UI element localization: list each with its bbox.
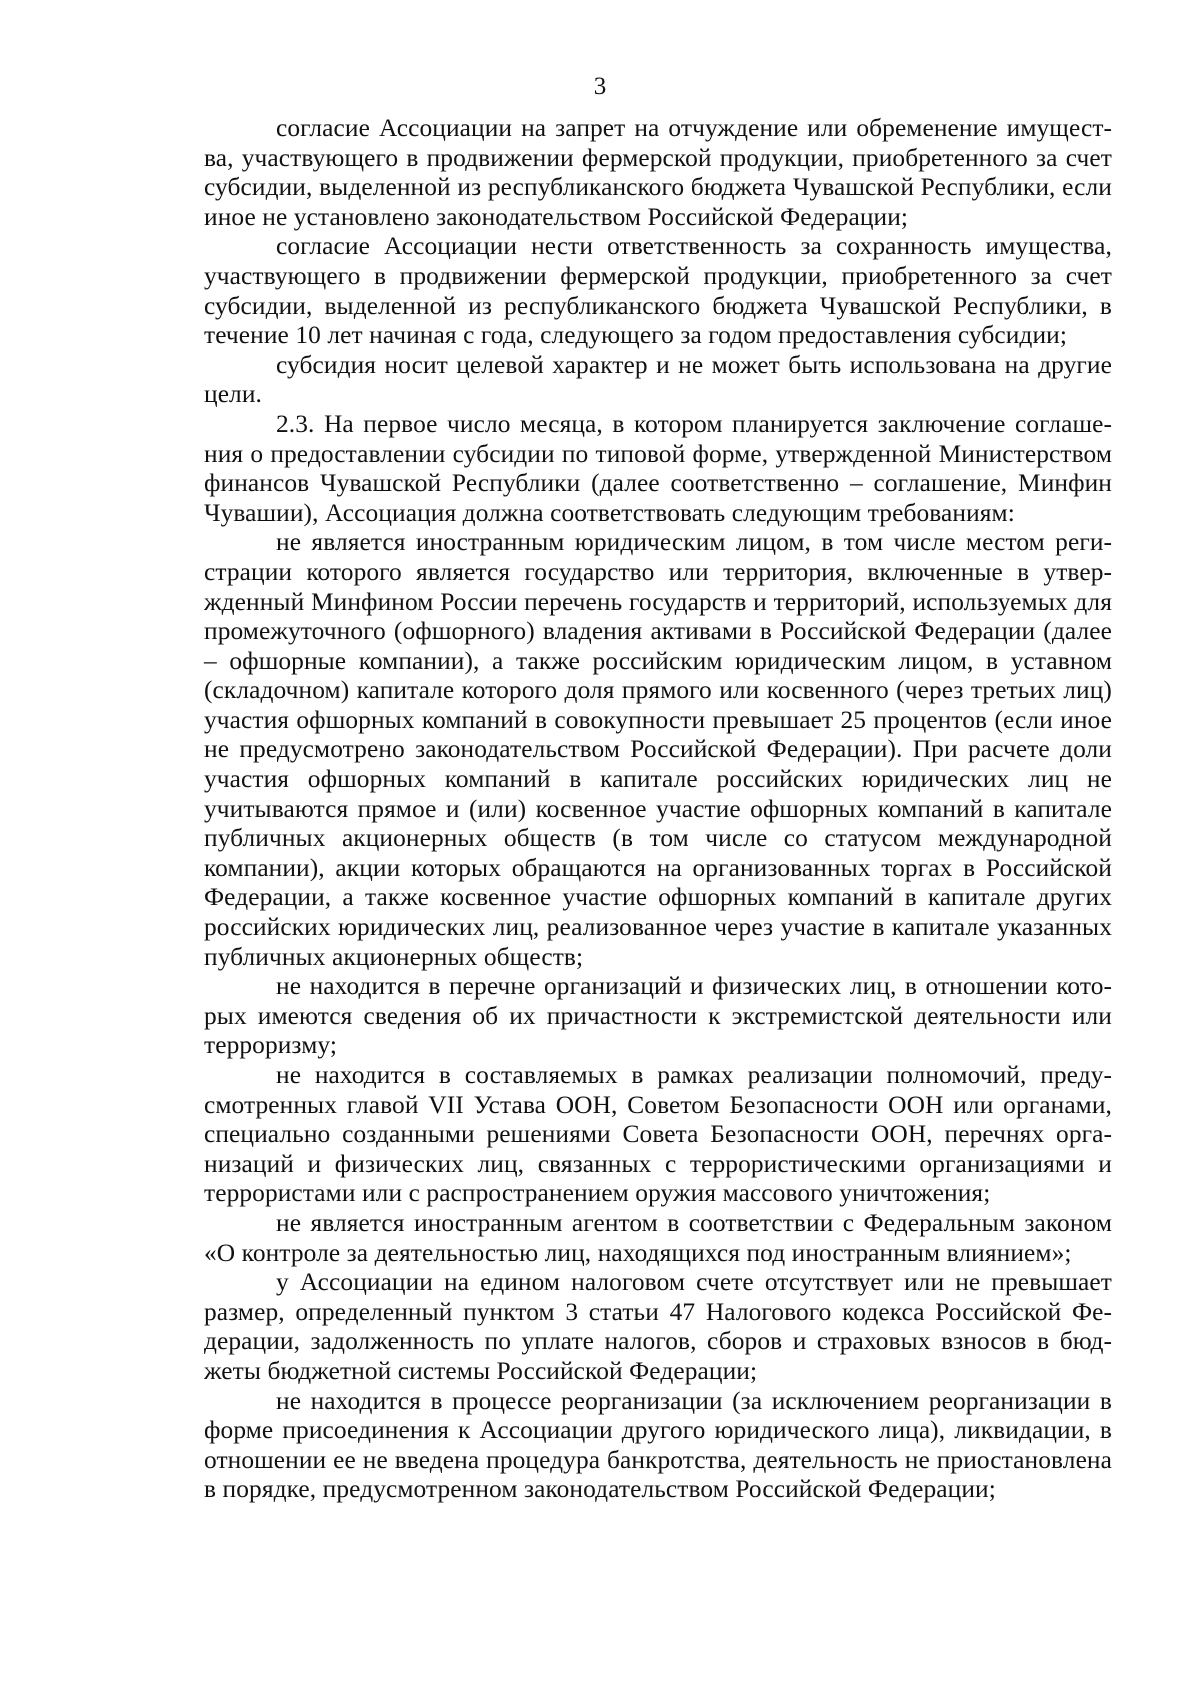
- paragraph-tax-debt: у Ассоциации на едином налоговом счете отсутствует или не превышает размер, определенный пунктом 3 статьи 47 Налогового кодекса Российской Федерации, задолженность по уплате налогов, сборов и страховых взносов в бюджеты бюджетной системы Российской Федерации;: [204, 1268, 1112, 1385]
- paragraph-section-2-3: 2.3. На первое число месяца, в котором планируется заключение соглашения о предоставлении субсидии по типовой форме, утвержденной Министерством финансов Чувашской Республики (далее соответственно – соглашение, Минфин Чувашии), Ассоциация должна соответствовать следующим требованиям:: [204, 409, 1112, 527]
- paragraph-consent-responsibility: согласие Ассоциации нести ответственность за сохранность имущества, участвующего в продвижении фермерской продукции, приобретенного за счет субсидии, выделенной из республиканского бюджета Чувашской Республики, в течение 10 лет начиная с года, следующего за годом предоставления субсидии;: [204, 232, 1112, 350]
- page-number: 3: [593, 73, 607, 100]
- document-body: [204, 114, 1112, 1505]
- paragraph-not-foreign-entity: не является иностранным юридическим лицом, в том числе местом регистрации которого является государство или территория, включенные в утвержденный Минфином России перечень государств и территорий, используемых для промежуточного (офшорного) владения активами в Российской Федерации (далее – офшорные компании), а также российским юридическим лицом, в уставном (складочном) капитале которого доля прямого или косвенного (через третьих лиц) участия офшорных компаний в совокупности превышает 25 процентов (если иное не предусмотрено законодательством Российской Федерации). При расчете доли участия офшорных компаний в капитале российских юридических лиц не учитываются прямое и (или) косвенное участие офшорных компаний в капитале публичных акционерных обществ (в том числе со статусом международной компании), акции которых обращаются на организованных торгах в Российской Федерации, а также косвенное участие офшорных компаний в капитале других российских юридических лиц, реализованное через участие в капитале указанных публичных акционерных обществ;: [204, 528, 1112, 971]
- paragraph-subsidy-purpose: субсидия носит целевой характер и не может быть использована на другие цели.: [204, 350, 1112, 409]
- paragraph-not-reorganization: не находится в процессе реорганизации (за исключением реорганизации в форме присоединения к Ассоциации другого юридического лица), ликвидации, в отношении ее не введена процедура банкротства, деятельность не приостановлена в порядке, предусмотренном законодательством Российской Федерации;: [204, 1386, 1112, 1504]
- paragraph-not-foreign-agent: не является иностранным агентом в соответствии с Федеральным законом «О контроле за деятельностью лиц, находящихся под иностранным влиянием»;: [204, 1208, 1112, 1267]
- paragraph-not-extremist-list: не находится в перечне организаций и физических лиц, в отношении которых имеются сведения об их причастности к экстремистской деятельности или терроризму;: [204, 972, 1112, 1060]
- paragraph-not-un-list: не находится в составляемых в рамках реализации полномочий, предусмотренных главой VII Устава ООН, Советом Безопасности ООН или органами, специально созданными решениями Совета Безопасности ООН, перечнях организаций и физических лиц, связанных с террористическими организациями и террористами или с распространением оружия массового уничтожения;: [204, 1061, 1112, 1208]
- paragraph-consent-no-alienation: согласие Ассоциации на запрет на отчуждение или обременение имущества, участвующего в продвижении фермерской продукции, приобретенного за счет субсидии, выделенной из республиканского бюджета Чувашской Республики, если иное не установлено законодательством Российской Федерации;: [204, 114, 1112, 231]
